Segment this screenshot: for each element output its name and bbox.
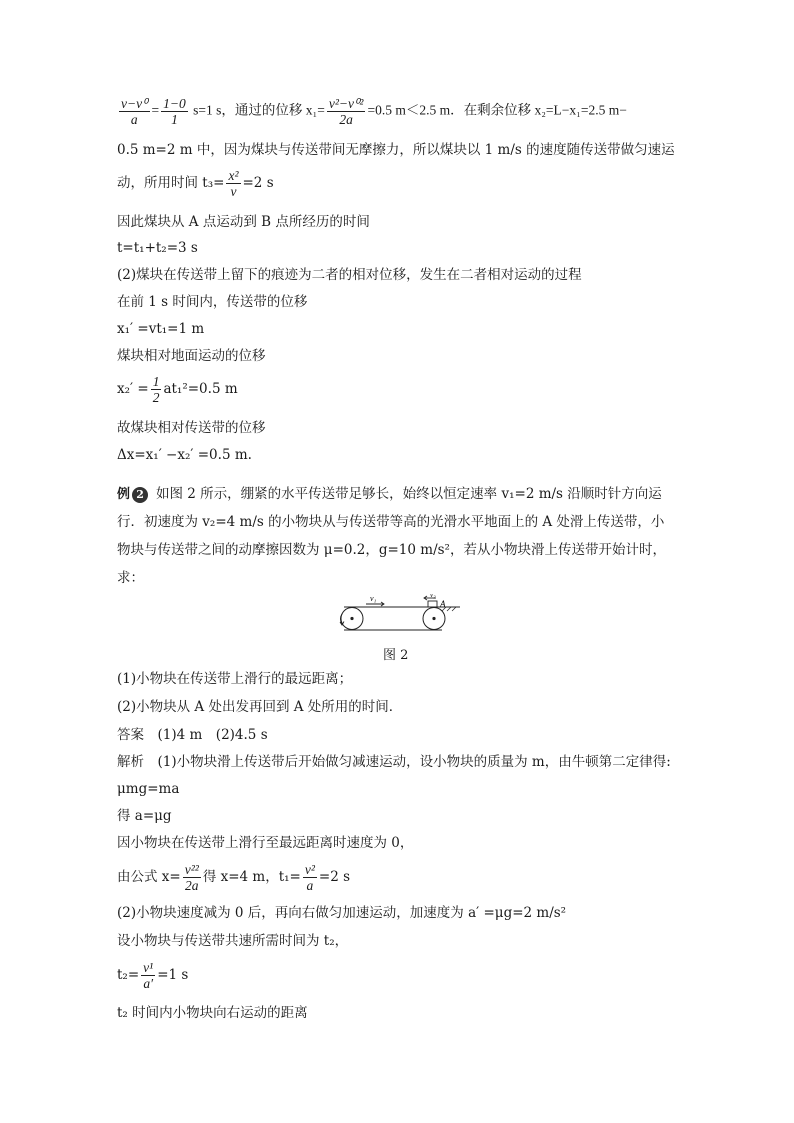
numerator: v²² xyxy=(184,862,199,877)
numerator: v²−v⁰² xyxy=(328,96,364,111)
analysis-line-5 xyxy=(117,862,350,893)
numerator: v² xyxy=(304,862,315,877)
analysis-line-4: 因小物块在传送带上滑行至最远距离时速度为 0， xyxy=(117,835,414,851)
solution-line-6: (2)煤块在传送带上留下的痕迹为二者的相对位移，发生在二者相对运动的过程 xyxy=(117,267,582,283)
equals: = xyxy=(151,102,160,118)
example-number: 2 xyxy=(132,487,148,503)
right-axle xyxy=(432,617,435,620)
fraction xyxy=(151,374,162,405)
numerator: v¹ xyxy=(143,960,154,975)
denominator: v xyxy=(230,184,237,199)
solution-line-5: t=t₁+t₂=3 s xyxy=(117,240,198,256)
question-2: (2)小物块从 A 处出发再回到 A 处所用的时间． xyxy=(117,699,403,715)
text: =2 s xyxy=(318,869,351,885)
fraction xyxy=(226,168,240,199)
example-badge xyxy=(117,485,148,504)
solution-line-3 xyxy=(117,168,274,199)
analysis-line-7: 设小物块与传送带共速所需时间为 t₂， xyxy=(117,933,349,949)
example-line-2: 行．初速度为 v₂=4 m/s 的小物块从与传送带等高的光滑水平地面上的 A 处滑上传送带，小 xyxy=(117,514,665,530)
denominator: 2a xyxy=(339,112,353,127)
text: 动，所用时间 t₃= xyxy=(117,175,225,191)
analysis-line-2: μmg=ma xyxy=(117,781,180,797)
fraction xyxy=(161,96,188,127)
solution-line-2: 0.5 m=2 m 中，因为煤块与传送带间无摩擦力，所以煤块以 1 m/s 的速度随传送带做匀速运 xyxy=(117,142,675,158)
text: t₂= xyxy=(117,967,140,983)
denominator: a xyxy=(306,878,314,893)
fraction xyxy=(119,96,150,127)
a-label: A xyxy=(440,599,446,609)
question-1: (1)小物块在传送带上滑行的最远距离； xyxy=(117,671,353,687)
text: s=1 s，通过的位移 x₁= xyxy=(189,102,325,118)
analysis-line-1: 解析 (1)小物块滑上传送带后开始做匀减速运动，设小物块的质量为 m，由牛顿第二定律得: xyxy=(117,754,671,770)
solution-line-1 xyxy=(117,96,627,127)
denominator: a′ xyxy=(143,976,154,991)
hatch xyxy=(452,607,456,611)
denominator: 2a xyxy=(185,878,199,893)
figure-caption: 图 2 xyxy=(383,648,409,663)
solution-line-7: 在前 1 s 时间内，传送带的位移 xyxy=(117,294,308,310)
example-label: 例 xyxy=(117,487,131,502)
solution-line-10 xyxy=(117,374,238,405)
text: at₁²=0.5 m xyxy=(163,381,238,397)
numerator: 1−0 xyxy=(163,96,186,111)
text: 得 x=4 m，t₁= xyxy=(202,869,301,885)
denominator: a xyxy=(130,112,138,127)
text: x₂′ = xyxy=(117,381,149,397)
numerator: v−v⁰ xyxy=(121,96,148,111)
fraction xyxy=(141,960,155,991)
solution-line-12: Δx=x₁′ −x₂′ =0.5 m. xyxy=(117,447,252,463)
analysis-line-6: (2)小物块速度减为 0 后，再向右做匀加速运动，加速度为 a′ =μg=2 m/s² xyxy=(117,905,567,921)
fraction xyxy=(327,96,366,127)
answer-line: 答案 (1)4 m (2)4.5 s xyxy=(117,727,268,743)
solution-line-11: 故煤块相对传送带的位移 xyxy=(117,420,266,436)
example-line-3: 物块与传送带之间的动摩擦因数为 μ=0.2，g=10 m/s²，若从小物块滑上传送带开始计时， xyxy=(117,542,666,558)
v1-label: v₁ xyxy=(370,594,377,603)
example-line-1 xyxy=(117,485,662,504)
example-line-4: 求： xyxy=(117,570,144,586)
text: =0.5 m＜2.5 m．在剩余位移 x₂=L−x₁=2.5 m− xyxy=(367,102,627,118)
solution-line-9: 煤块相对地面运动的位移 xyxy=(117,348,266,364)
text: =1 s xyxy=(157,967,189,983)
left-axle xyxy=(350,617,353,620)
fraction xyxy=(303,862,317,893)
analysis-line-9: t₂ 时间内小物块向右运动的距离 xyxy=(117,1005,308,1021)
analysis-line-8 xyxy=(117,960,188,991)
numerator: 1 xyxy=(152,374,160,389)
denominator: 1 xyxy=(171,112,178,127)
v2-label: v₂ xyxy=(430,594,436,599)
numerator: x² xyxy=(228,168,239,183)
text: 由公式 x= xyxy=(117,869,181,885)
analysis-line-3: 得 a=μg xyxy=(117,808,172,824)
text: 如图 2 所示，绷紧的水平传送带足够长，始终以恒定速率 v₁=2 m/s 沿顺时针方向运 xyxy=(156,486,662,502)
hatch xyxy=(447,607,451,611)
text: =2 s xyxy=(242,175,274,191)
block xyxy=(428,601,437,607)
conveyor-belt-figure xyxy=(336,594,460,636)
fraction xyxy=(183,862,201,893)
solution-line-8: x₁′ =vt₁=1 m xyxy=(117,321,205,337)
denominator: 2 xyxy=(152,390,160,405)
solution-line-4: 因此煤块从 A 点运动到 B 点所经历的时间 xyxy=(117,214,370,230)
